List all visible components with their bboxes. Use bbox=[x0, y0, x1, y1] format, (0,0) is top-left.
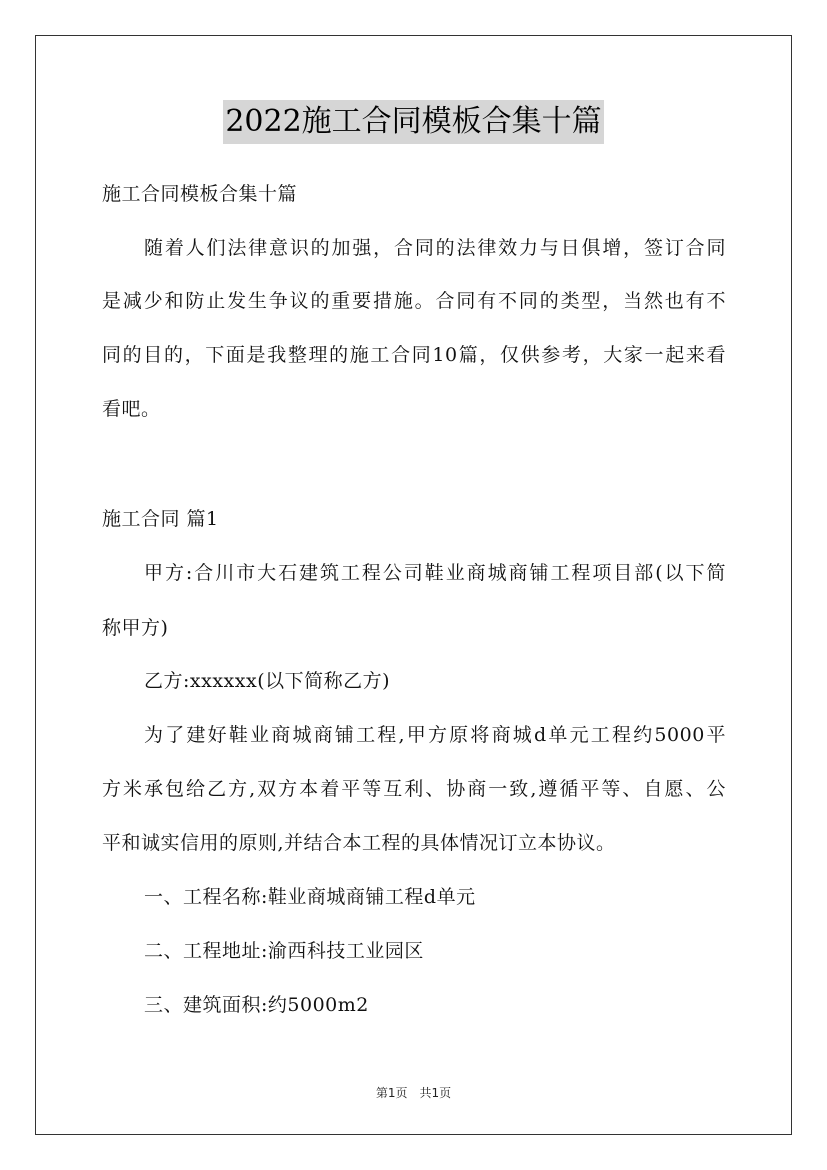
item-project-address: 二、工程地址:渝西科技工业园区 bbox=[144, 940, 424, 962]
item-building-area: 三、建筑面积:约5000m2 bbox=[144, 994, 369, 1016]
item-project-name: 一、工程名称:鞋业商城商铺工程d单元 bbox=[144, 886, 476, 908]
intro-line-2: 是减少和防止发生争议的重要措施。合同有不同的类型，当然也有不 bbox=[102, 290, 726, 312]
purpose-line-3: 平和诚实信用的原则,并结合本工程的具体情况订立本协议。 bbox=[102, 832, 616, 854]
document-title: 2022施工合同模板合集十篇 bbox=[223, 100, 603, 144]
party-a-line-2: 称甲方) bbox=[102, 617, 169, 639]
document-subtitle: 施工合同模板合集十篇 bbox=[102, 183, 298, 205]
party-a-line-1: 甲方:合川市大石建筑工程公司鞋业商城商铺工程项目部(以下简 bbox=[144, 562, 726, 584]
intro-line-4: 看吧。 bbox=[102, 398, 161, 420]
page-footer: 第1页 共1页 bbox=[375, 1086, 452, 1100]
purpose-line-2: 方米承包给乙方,双方本着平等互利、协商一致,遵循平等、自愿、公 bbox=[102, 778, 726, 800]
section-heading: 施工合同 篇1 bbox=[102, 508, 219, 530]
intro-line-3: 同的目的，下面是我整理的施工合同10篇，仅供参考，大家一起来看 bbox=[102, 344, 726, 366]
purpose-line-1: 为了建好鞋业商城商铺工程,甲方原将商城d单元工程约5000平 bbox=[144, 724, 726, 746]
title-wrap bbox=[0, 100, 827, 144]
party-b-line: 乙方:xxxxxx(以下简称乙方) bbox=[144, 670, 391, 692]
intro-line-1: 随着人们法律意识的加强，合同的法律效力与日俱增，签订合同 bbox=[144, 237, 726, 259]
